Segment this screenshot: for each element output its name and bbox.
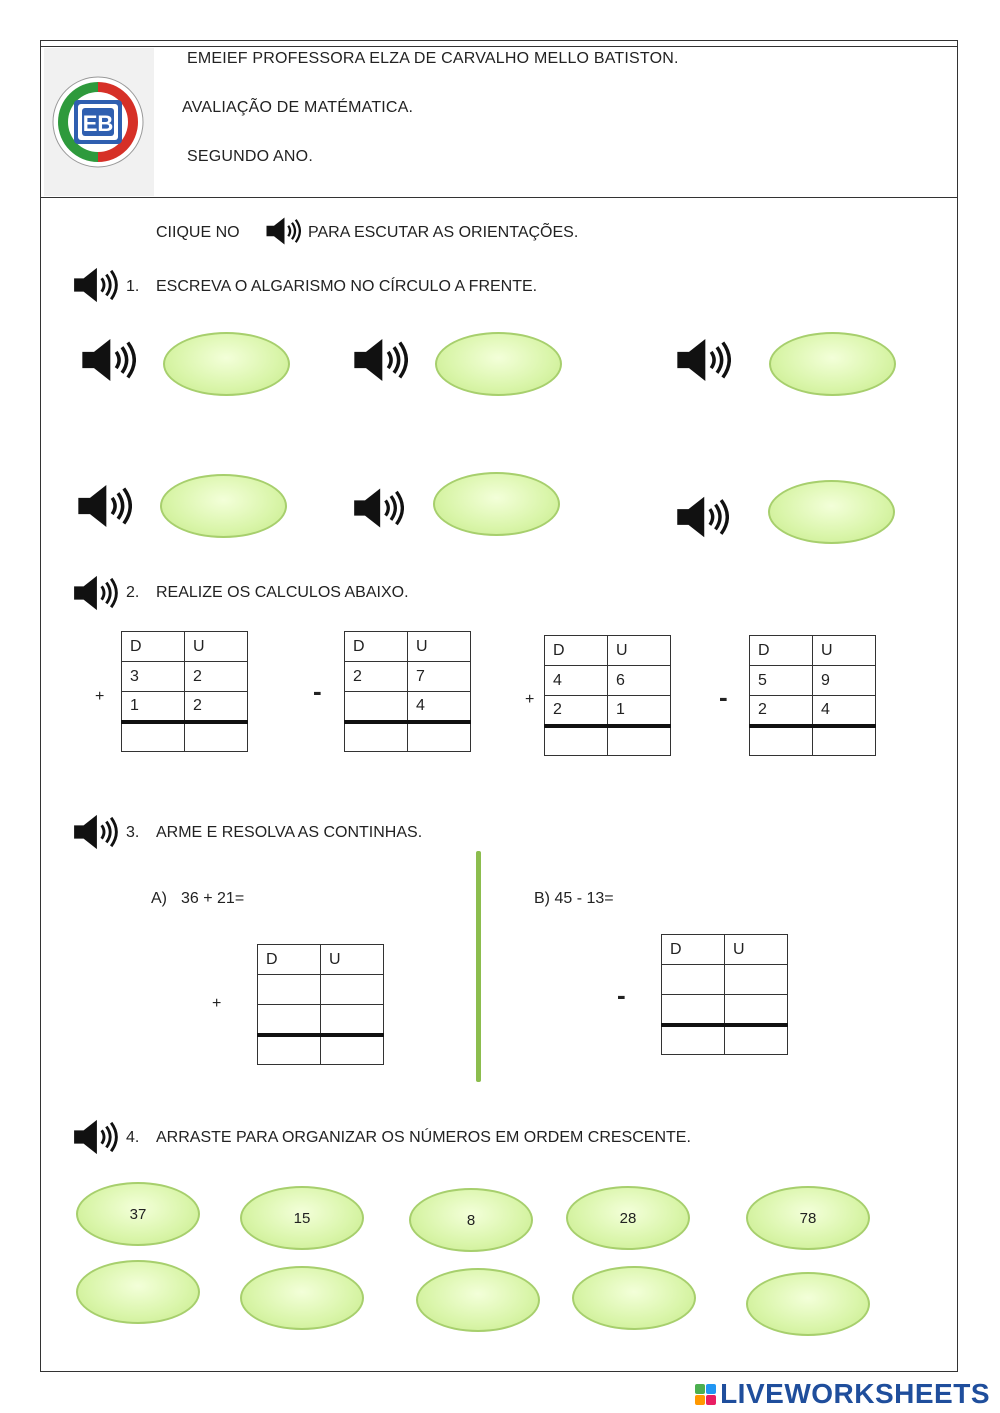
q1-answer-oval-2[interactable] (435, 332, 562, 396)
q1-speaker-icon[interactable] (72, 266, 118, 304)
header-u: U (725, 935, 788, 965)
q3-speaker-icon[interactable] (72, 813, 118, 851)
cell: 4 (545, 666, 608, 696)
subject-title: AVALIAÇÃO DE MATÉMATICA. (182, 99, 414, 116)
draggable-number-oval[interactable]: 78 (746, 1186, 870, 1250)
drop-target-oval[interactable] (416, 1268, 540, 1332)
cell: 1 (608, 696, 671, 726)
q2-table-2 (344, 631, 471, 752)
draggable-number-oval[interactable]: 28 (566, 1186, 690, 1250)
answer-cell-d[interactable] (662, 1025, 725, 1055)
cell: 9 (813, 666, 876, 696)
brand-mark-icon (695, 1384, 716, 1405)
cell: 3 (122, 662, 185, 692)
speaker-icon[interactable] (265, 216, 301, 246)
input-cell[interactable] (725, 965, 788, 995)
cell: 2 (750, 696, 813, 726)
input-cell[interactable] (662, 995, 725, 1025)
school-name: EMEIEF PROFESSORA ELZA DE CARVALHO MELLO BATISTON. (187, 50, 679, 67)
cell: 6 (608, 666, 671, 696)
q1-answer-oval-6[interactable] (768, 480, 895, 544)
header-d: D (122, 632, 185, 662)
answer-cell-u[interactable] (185, 722, 248, 752)
drop-target-oval[interactable] (76, 1260, 200, 1324)
q2-text: REALIZE OS CALCULOS ABAIXO. (156, 584, 409, 601)
q3-b-label: B) 45 - 13= (534, 890, 614, 907)
draggable-number-oval[interactable]: 15 (240, 1186, 364, 1250)
grade-label: SEGUNDO ANO. (187, 148, 313, 165)
header-u: U (321, 945, 384, 975)
drop-target-oval[interactable] (240, 1266, 364, 1330)
header-d: D (258, 945, 321, 975)
q2-op4-sign: - (719, 682, 728, 712)
q3-b-table (661, 934, 788, 1055)
q1-answer-oval-3[interactable] (769, 332, 896, 396)
q1-answer-oval-4[interactable] (160, 474, 287, 538)
header-d: D (345, 632, 408, 662)
input-cell[interactable] (258, 1005, 321, 1035)
answer-cell-d[interactable] (750, 726, 813, 756)
input-cell[interactable] (321, 1005, 384, 1035)
q2-op3-sign: + (525, 691, 535, 708)
drop-target-oval[interactable] (572, 1266, 696, 1330)
header-u: U (813, 636, 876, 666)
header-u: U (408, 632, 471, 662)
answer-cell-u[interactable] (321, 1035, 384, 1065)
q2-op1-sign: + (95, 688, 105, 705)
q1-item4-speaker-icon[interactable] (76, 482, 132, 530)
answer-cell-u[interactable] (408, 722, 471, 752)
cell: 5 (750, 666, 813, 696)
cell: 7 (408, 662, 471, 692)
q2-table-3 (544, 635, 671, 756)
answer-cell-d[interactable] (345, 722, 408, 752)
answer-cell-u[interactable] (608, 726, 671, 756)
q1-text: ESCREVA O ALGARISMO NO CÍRCULO A FRENTE. (156, 278, 538, 295)
school-logo (50, 74, 146, 170)
header-u: U (185, 632, 248, 662)
cell: 4 (408, 692, 471, 722)
cell: 2 (185, 692, 248, 722)
answer-cell-u[interactable] (813, 726, 876, 756)
header-d: D (545, 636, 608, 666)
q4-number: 4. (126, 1129, 140, 1146)
draggable-number-oval[interactable]: 8 (409, 1188, 533, 1252)
q2-table-4 (749, 635, 876, 756)
q2-op2-sign: - (313, 676, 322, 706)
instructions-after: PARA ESCUTAR AS ORIENTAÇÕES. (308, 224, 579, 241)
input-cell[interactable] (321, 975, 384, 1005)
input-cell[interactable] (725, 995, 788, 1025)
brand-text: LIVEWORKSHEETS (720, 1378, 990, 1409)
q3-a-sign: + (212, 995, 222, 1012)
header-u: U (608, 636, 671, 666)
q2-number: 2. (126, 584, 140, 601)
cell: 2 (345, 662, 408, 692)
draggable-number-oval[interactable]: 37 (76, 1182, 200, 1246)
answer-cell-d[interactable] (258, 1035, 321, 1065)
cell: 4 (813, 696, 876, 726)
drop-target-oval[interactable] (746, 1272, 870, 1336)
q4-text: ARRASTE PARA ORGANIZAR OS NÚMEROS EM ORDEM CRESCENTE. (156, 1129, 691, 1146)
q3-a-table (257, 944, 384, 1065)
q2-table-1 (121, 631, 248, 752)
q1-answer-oval-5[interactable] (433, 472, 560, 536)
q1-item6-speaker-icon[interactable] (675, 494, 729, 540)
answer-cell-d[interactable] (545, 726, 608, 756)
q3-a-label: A) (151, 890, 167, 907)
input-cell[interactable] (258, 975, 321, 1005)
q1-item1-speaker-icon[interactable] (80, 336, 136, 384)
q2-speaker-icon[interactable] (72, 574, 118, 612)
header-box (40, 46, 958, 198)
answer-cell-u[interactable] (725, 1025, 788, 1055)
cell (345, 692, 408, 722)
logo-letters: EB (82, 111, 114, 136)
q1-item5-speaker-icon[interactable] (352, 486, 404, 530)
q3-a-expression: 36 + 21= (181, 890, 245, 907)
header-d: D (662, 935, 725, 965)
q3-number: 3. (126, 824, 140, 841)
header-d: D (750, 636, 813, 666)
vertical-divider (476, 851, 481, 1082)
answer-cell-d[interactable] (122, 722, 185, 752)
cell: 2 (545, 696, 608, 726)
instructions-before: CIIQUE NO (156, 224, 240, 241)
input-cell[interactable] (662, 965, 725, 995)
cell: 2 (185, 662, 248, 692)
q1-item3-speaker-icon[interactable] (675, 336, 731, 384)
q3-text: ARME E RESOLVA AS CONTINHAS. (156, 824, 423, 841)
q4-speaker-icon[interactable] (72, 1118, 118, 1156)
q3-b-sign: - (617, 980, 626, 1010)
cell: 1 (122, 692, 185, 722)
q1-item2-speaker-icon[interactable] (352, 336, 408, 384)
q1-answer-oval-1[interactable] (163, 332, 290, 396)
q1-number: 1. (126, 278, 140, 295)
liveworksheets-brand (695, 1378, 990, 1410)
